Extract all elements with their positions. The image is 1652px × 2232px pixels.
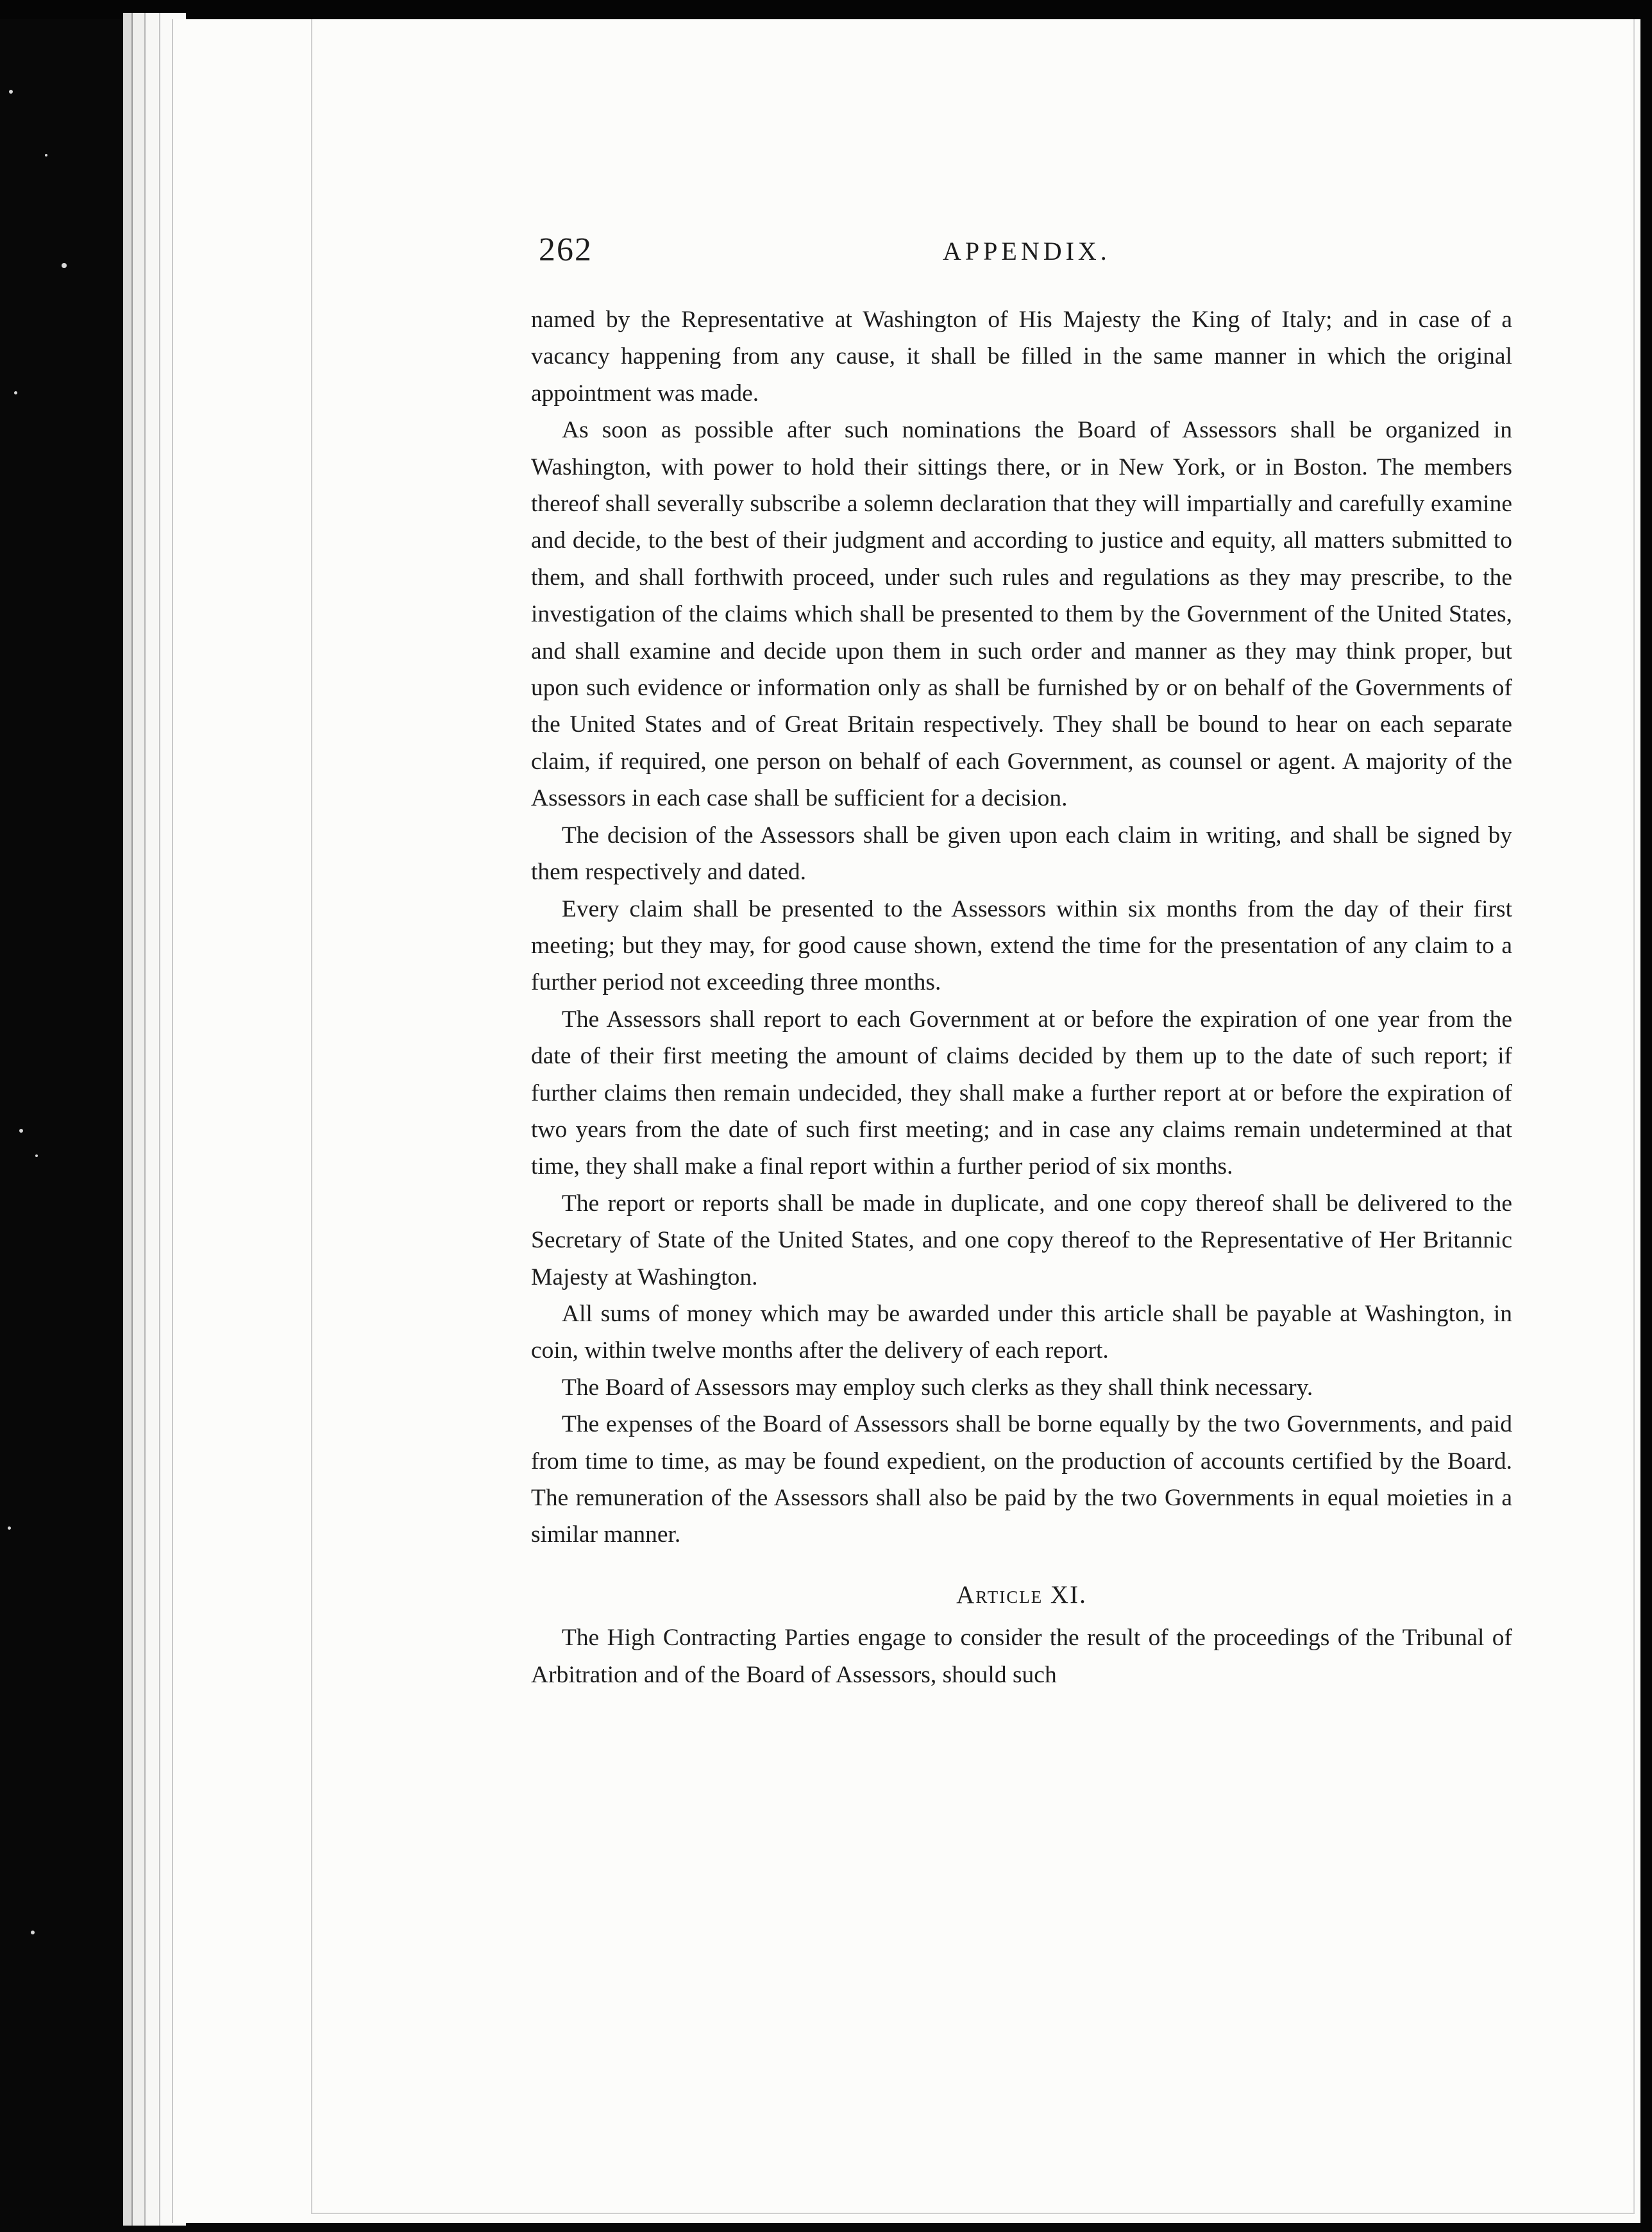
paragraph: The report or reports shall be made in duplicate, and one copy thereof shall be delivered to the Secretary of State of the United States, and one copy thereof to the Representative of Her Britannic Majesty at Washington. (531, 1190, 1512, 1290)
dust-speck (35, 1154, 38, 1157)
dust-speck (8, 1526, 11, 1530)
running-title: APPENDIX. (943, 237, 1111, 266)
paragraph: The expenses of the Board of Assessors shall be borne equally by the two Governments, and paid from time to time, as may be found expedient, on the production of accounts certified by the Board. The remuneration of the Assessors shall also be paid by the two Governments in equal moieties in a similar manner. (531, 1411, 1512, 1548)
page-body (531, 301, 1512, 1693)
paragraph: named by the Representative at Washington of His Majesty the King of Italy; and in case of a vacancy happening from any cause, it shall be filled in the same manner in which the original appointment was made. (531, 307, 1512, 407)
paragraph: The Board of Assessors may employ such clerks as they shall think necessary. (562, 1374, 1313, 1401)
paragraph: The Assessors shall report to each Government at or before the expiration of one year from the date of their first meeting the amount of claims decided by them up to the date of such report; if further claims then remain undecided, they shall make a further report at or before the expiration of two years from the date of such first meeting; and in case any claims remain undetermined at that time, they shall make a final report within a further period of six months. (531, 1006, 1512, 1180)
dust-speck (31, 1931, 35, 1934)
paragraph: As soon as possible after such nominations the Board of Assessors shall be organized in Washington, with power to hold their sittings there, or in New York, or in Boston. The members thereof shall severally subscribe a solemn declaration that they will impartially and carefully examine and decide, to the best of their judgment and according to justice and equity, all matters submitted to them, and shall forthwith proceed, under such rules and regulations as they may prescribe, to the investigation of the claims which shall be presented to them by the Government of the United States, and shall examine and decide upon them in such order and manner as they may think proper, but upon such evidence or information only as shall be furnished by or on behalf of the Governments of the United States and of Great Britain respectively. They shall be bound to hear on each separate claim, if required, one person on behalf of each Government, as counsel or agent. A majority of the Assessors in each case shall be sufficient for a decision. (531, 417, 1512, 812)
scan-top-border (0, 0, 1652, 19)
dust-speck (45, 154, 47, 156)
page-number: 262 (539, 232, 593, 268)
paragraph: All sums of money which may be awarded under this article shall be payable at Washington, in coin, within twelve months after the delivery of each report. (531, 1300, 1512, 1364)
paragraph: The High Contracting Parties engage to consider the result of the proceedings of the Tribunal of Arbitration and of the Board of Assessors, should such (531, 1625, 1512, 1688)
dust-speck (9, 90, 13, 94)
dust-speck (14, 391, 17, 394)
article-heading: Article XI. (956, 1580, 1087, 1609)
paragraph: Every claim shall be presented to the Assessors within six months from the day of their first meeting; but they may, for good cause shown, extend the time for the presentation of any claim to a further period not exceeding three months. (531, 895, 1512, 996)
running-head (539, 231, 1501, 289)
dust-speck (19, 1129, 23, 1133)
scan-right-border (1640, 0, 1652, 2232)
paragraph: The decision of the Assessors shall be given upon each claim in writing, and shall be signed by them respectively and dated. (531, 822, 1512, 886)
dust-speck (62, 263, 67, 268)
